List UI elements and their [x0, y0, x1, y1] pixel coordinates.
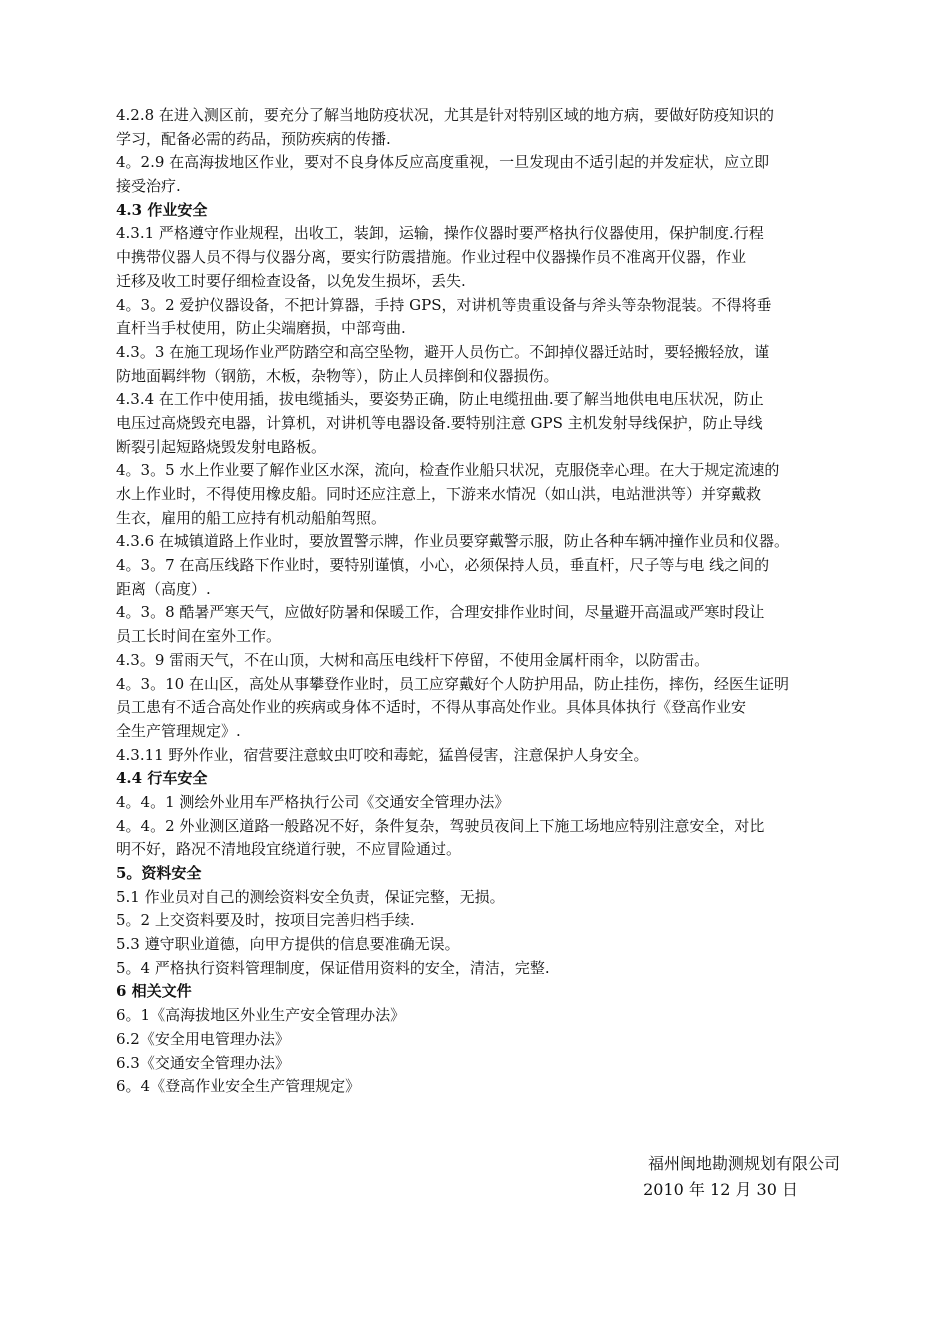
- text-line: 全生产管理规定》.: [116, 721, 241, 740]
- text-line: 4。3。10 在山区，高处从事攀登作业时，员工应穿戴好个人防护用品，防止挂伤，摔伤，经医生证明: [116, 674, 789, 693]
- text-line: 距离（高度）.: [116, 579, 211, 598]
- text-line: 5.1 作业员对自己的测绘资料安全负责，保证完整，无损。: [116, 887, 505, 906]
- text-line: 4。2.9 在高海拔地区作业，要对不良身体反应高度重视，一旦发现由不适引起的并发症状，应立即: [116, 153, 770, 172]
- text-line: 6。4《登高作业安全生产管理规定》: [116, 1077, 361, 1096]
- section-heading: 5。资料安全: [116, 864, 202, 882]
- text-line: 4.3.11 野外作业，宿营要注意蚊虫叮咬和毒蛇，猛兽侵害，注意保护人身安全。: [116, 745, 649, 764]
- text-line: 4。3。8 酷暑严寒天气，应做好防暑和保暖工作，合理安排作业时间，尽量避开高温或严寒时段让: [116, 603, 765, 622]
- text-line: 4.3.4 在工作中使用插，拔电缆插头，要姿势正确，防止电缆扭曲.要了解当地供电电压状况，防止: [116, 390, 764, 409]
- text-line: 防地面羁绊物（钢筋，木板，杂物等），防止人员摔倒和仪器损伤。: [116, 366, 559, 385]
- text-line: 4.3。9 雷雨天气，不在山顶，大树和高压电线杆下停留，不使用金属杆雨伞，以防雷击。: [116, 650, 710, 669]
- text-line: 迁移及收工时要仔细检查设备，以免发生损坏，丢失.: [116, 271, 466, 290]
- text-line: 4。4。2 外业测区道路一般路况不好，条件复杂，驾驶员夜间上下施工场地应特别注意安全，对比: [116, 816, 765, 835]
- text-line: 6.3《交通安全管理办法》: [116, 1053, 290, 1072]
- text-line: 4.3.6 在城镇道路上作业时，要放置警示牌，作业员要穿戴警示服，防止各种车辆冲撞作业员和仪器。: [116, 532, 789, 551]
- text-line: 员工患有不适合高处作业的疾病或身体不适时，不得从事高处作业。具体具体执行《登高作业安: [116, 698, 747, 717]
- text-line: 直杆当手杖使用，防止尖端磨损，中部弯曲.: [116, 319, 406, 338]
- text-line: 5。4 严格执行资料管理制度，保证借用资料的安全，清洁，完整.: [116, 958, 550, 977]
- text-line: 中携带仪器人员不得与仪器分离，要实行防震措施。作业过程中仪器操作员不准离开仪器，作业: [116, 248, 747, 267]
- text-line: 6.2《安全用电管理办法》: [116, 1029, 290, 1048]
- text-line: 4.2.8 在进入测区前，要充分了解当地防疫状况，尤其是针对特别区域的地方病，要做好防疫知识的: [116, 106, 774, 124]
- document-date: 2010 年 12 月 30 日: [643, 1180, 798, 1199]
- company-name: 福州闽地勘测规划有限公司: [647, 1154, 840, 1173]
- section-heading: 6 相关文件: [116, 982, 192, 1001]
- text-line: 4。3。7 在高压线路下作业时，要特别谨慎，小心，必须保持人员，垂直杆，尺子等与电 线之间的: [116, 556, 770, 575]
- text-line: 4.3.1 严格遵守作业规程，出收工，装卸，运输，操作仪器时要严格执行仪器使用，保护制度.行程: [116, 224, 764, 243]
- text-line: 6。1《高海拔地区外业生产安全管理办法》: [116, 1006, 406, 1025]
- document-body: [116, 104, 838, 1099]
- text-line: 学习，配备必需的药品，预防疾病的传播.: [116, 129, 391, 148]
- text-line: 员工长时间在室外工作。: [116, 627, 282, 646]
- text-line: 4.3。3 在施工现场作业严防踏空和高空坠物，避开人员伤亡。不卸掉仪器迁站时，要轻搬轻放，谨: [116, 342, 770, 361]
- text-line: 水上作业时，不得使用橡皮船。同时还应注意上，下游来水情况（如山洪，电站泄洪等）并穿戴救: [116, 485, 762, 503]
- text-line: 4。4。1 测绘外业用车严格执行公司《交通安全管理办法》: [116, 792, 510, 811]
- text-line: 5。2 上交资料要及时，按项目完善归档手续.: [116, 911, 415, 930]
- text-line: 5.3 遵守职业道德，向甲方提供的信息要准确无误。: [116, 935, 460, 954]
- text-line: 电压过高烧毁充电器，计算机，对讲机等电器设备.要特别注意 GPS 主机发射导线保护，防止导线: [116, 413, 763, 432]
- section-heading: 4.3 作业安全: [116, 200, 208, 219]
- signature-block: [560, 1151, 840, 1203]
- text-line: 接受治疗.: [116, 177, 181, 196]
- text-line: 明不好，路况不清地段宜绕道行驶，不应冒险通过。: [116, 840, 462, 859]
- text-line: 4。3。5 水上作业要了解作业区水深，流向，检查作业船只状况，克服侥幸心理。在大于规定流速的: [116, 461, 780, 480]
- text-line: 断裂引起短路烧毁发射电路板。: [116, 437, 327, 456]
- text-line: 生衣，雇用的船工应持有机动船舶驾照。: [116, 508, 387, 527]
- text-line: 4。3。2 爱护仪器设备，不把计算器，手持 GPS，对讲机等贵重设备与斧头等杂物混装。不得将垂: [116, 295, 772, 314]
- section-heading: 4.4 行车安全: [116, 769, 208, 788]
